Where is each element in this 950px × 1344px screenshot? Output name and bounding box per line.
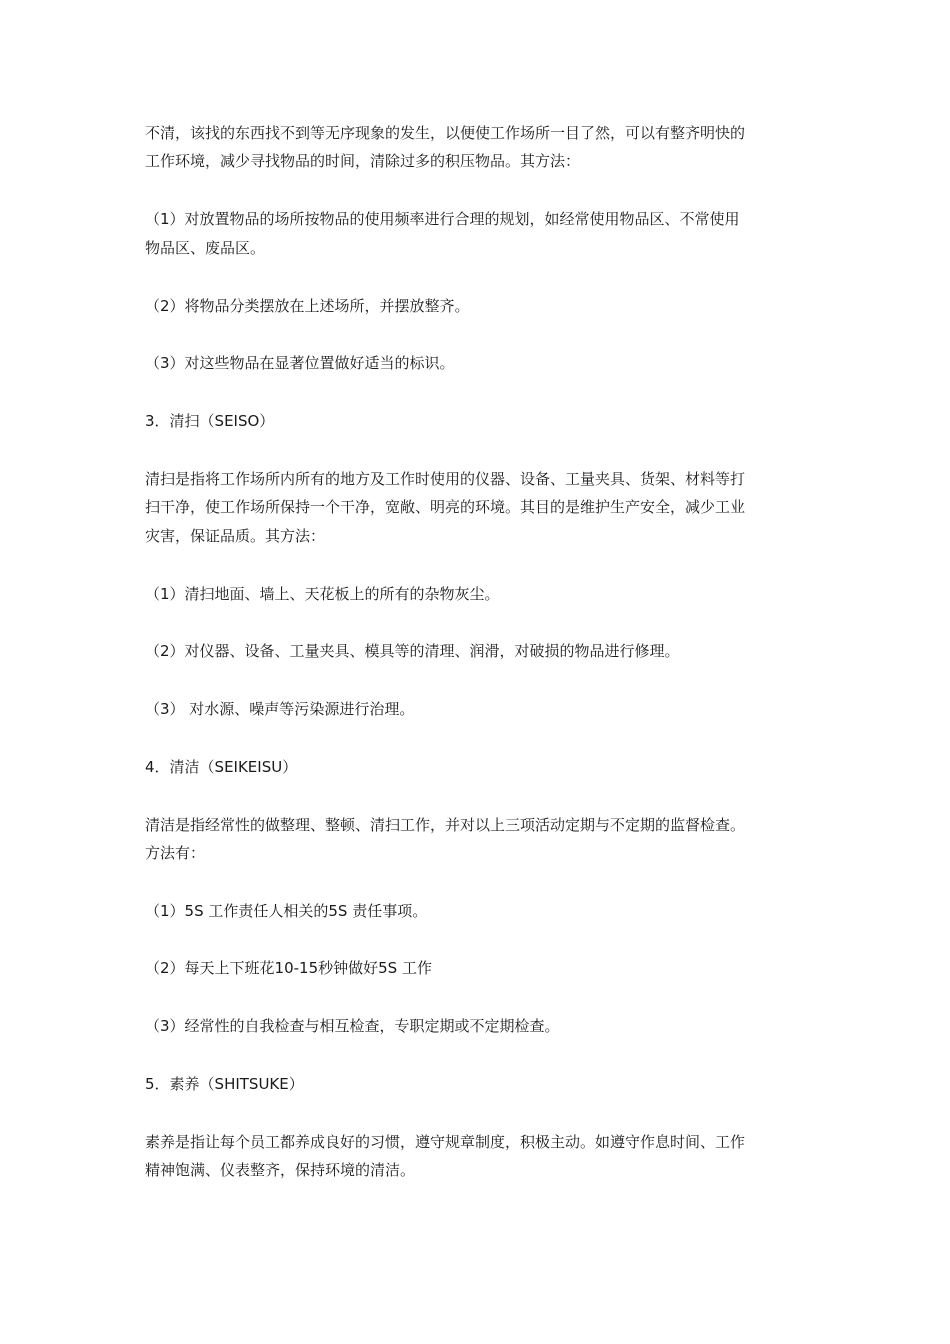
text-line: 不清，该找的东西找不到等无序现象的发生，以便使工作场所一目了然，可以有整齐明快的 — [145, 124, 746, 142]
section-heading: 3．清扫（SEISO） — [145, 412, 275, 430]
list-item: （2）将物品分类摆放在上述场所，并摆放整齐。 — [145, 297, 470, 315]
list-item: （3） 对水源、噪声等污染源进行治理。 — [145, 700, 415, 718]
list-item: （1）清扫地面、墙上、天花板上的所有的杂物灰尘。 — [145, 585, 500, 603]
list-item: （3）经常性的自我检查与相互检查，专职定期或不定期检查。 — [145, 1017, 560, 1035]
text-line: 精神饱满、仪表整齐，保持环境的清洁。 — [145, 1161, 416, 1179]
section-heading: 4．清洁（SEIKEISU） — [145, 758, 298, 776]
list-item: （1）对放置物品的场所按物品的使用频率进行合理的规划，如经常使用物品区、不常使用 — [145, 210, 740, 228]
text-line: 灾害，保证品质。其方法： — [145, 527, 326, 545]
text-line: 方法有： — [145, 844, 206, 862]
list-item: （1）5S 工作责任人相关的5S 责任事项。 — [145, 902, 428, 920]
text-line: 清洁是指经常性的做整理、整顿、清扫工作，并对以上三项活动定期与不定期的监督检查。 — [145, 816, 746, 834]
list-item: （2）每天上下班花10-15秒钟做好5S 工作 — [145, 959, 432, 977]
text-line: 工作环境，减少寻找物品的时间，清除过多的积压物品。其方法： — [145, 152, 581, 170]
section-heading: 5．素养（SHITSUKE） — [145, 1075, 304, 1093]
list-item: （3）对这些物品在显著位置做好适当的标识。 — [145, 354, 455, 372]
text-line: 素养是指让每个员工都养成良好的习惯，遵守规章制度，积极主动。如遵守作息时间、工作 — [145, 1133, 746, 1151]
text-line: 清扫是指将工作场所内所有的地方及工作时使用的仪器、设备、工量夹具、货架、材料等打 — [145, 470, 746, 488]
text-line: 物品区、废品区。 — [145, 239, 266, 257]
list-item: （2）对仪器、设备、工量夹具、模具等的清理、润滑，对破损的物品进行修理。 — [145, 642, 680, 660]
text-line: 扫干净，使工作场所保持一个干净，宽敞、明亮的环境。其目的是维护生产安全，减少工业 — [145, 498, 746, 516]
